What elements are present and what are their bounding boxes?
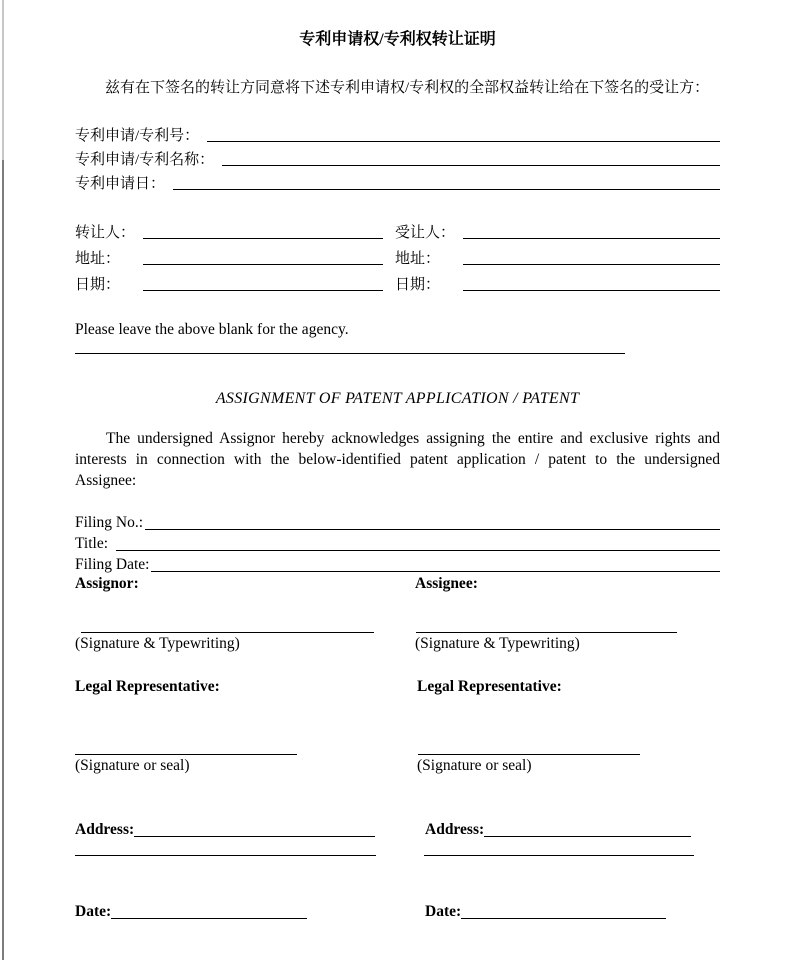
assignor-date-field bbox=[75, 268, 383, 294]
chinese-patent-fields bbox=[75, 121, 720, 193]
patent-filing-date-label: 专利申请日： bbox=[75, 176, 166, 192]
assignor-address-zh-label: 地址： bbox=[75, 251, 121, 267]
assignee-name-blank[interactable] bbox=[463, 238, 720, 239]
legal-representative-row bbox=[75, 678, 720, 699]
assignor-seal-cell bbox=[75, 754, 415, 755]
assignee-name-field bbox=[395, 216, 720, 242]
assignee-seal-blank[interactable] bbox=[418, 754, 640, 755]
assignor-address-continuation-blank[interactable] bbox=[75, 855, 376, 856]
scan-edge-line bbox=[2, 0, 4, 960]
patent-title-blank[interactable] bbox=[222, 165, 720, 166]
assignee-seal-cell bbox=[415, 754, 720, 755]
assignee-signature-cell bbox=[415, 632, 720, 633]
column-gap bbox=[383, 242, 395, 268]
assignee-address-field bbox=[395, 242, 720, 268]
assignee-signature-caption: (Signature & Typewriting) bbox=[415, 635, 580, 652]
patent-filing-date-blank[interactable] bbox=[173, 189, 720, 190]
assignor-seal-blank[interactable] bbox=[75, 754, 297, 755]
patent-title-field bbox=[75, 145, 720, 169]
chinese-title: 专利申请权/专利权转让证明 bbox=[299, 31, 496, 48]
assignee-seal-caption: (Signature or seal) bbox=[417, 757, 532, 774]
assignee-address-en-blank[interactable] bbox=[484, 836, 691, 837]
assignor-address-cell bbox=[75, 818, 415, 839]
assignee-legal-rep-label: Legal Representative: bbox=[417, 678, 562, 695]
assignee-address-cont-cell bbox=[415, 855, 720, 856]
assignee-date-field bbox=[395, 268, 720, 294]
title-label: Title: bbox=[75, 535, 109, 552]
seal-captions-row bbox=[75, 757, 720, 777]
assignor-seal-caption: (Signature or seal) bbox=[75, 757, 190, 774]
assignee-zh-label: 受让人： bbox=[395, 225, 456, 241]
assignor-address-cont-cell bbox=[75, 855, 415, 856]
filing-date-field bbox=[75, 553, 720, 574]
filing-date-blank[interactable] bbox=[151, 571, 720, 572]
assignor-legal-rep-label: Legal Representative: bbox=[75, 678, 220, 695]
column-gap bbox=[383, 268, 395, 294]
parties-date-row bbox=[75, 268, 720, 294]
column-gap bbox=[383, 216, 395, 242]
assignee-date-zh-label: 日期： bbox=[395, 277, 441, 293]
parties-address-row bbox=[75, 242, 720, 268]
english-patent-fields bbox=[75, 511, 720, 574]
assignee-address-cell bbox=[415, 818, 720, 839]
assignor-signature-cell bbox=[75, 632, 415, 633]
date-row bbox=[75, 900, 720, 921]
assignor-en-label: Assignor: bbox=[75, 575, 139, 592]
patent-number-label: 专利申请/专利号： bbox=[75, 128, 200, 144]
assignee-address-blank[interactable] bbox=[463, 264, 720, 265]
patent-number-blank[interactable] bbox=[207, 141, 720, 142]
assignor-address-blank[interactable] bbox=[143, 264, 383, 265]
assignor-address-en-label: Address: bbox=[75, 821, 135, 838]
parties-name-row bbox=[75, 216, 720, 242]
assignor-date-cell bbox=[75, 900, 415, 921]
signature-lines-row bbox=[75, 632, 720, 633]
assignee-date-cell bbox=[415, 900, 720, 921]
address-row bbox=[75, 818, 720, 839]
assignor-date-zh-label: 日期： bbox=[75, 277, 121, 293]
assignee-date-en-blank[interactable] bbox=[461, 918, 666, 919]
seal-lines-row bbox=[75, 754, 720, 755]
filing-no-field bbox=[75, 511, 720, 532]
assignee-date-en-label: Date: bbox=[425, 903, 462, 920]
filing-date-label: Filing Date: bbox=[75, 556, 150, 573]
section-divider-line bbox=[75, 353, 625, 354]
english-parties-section bbox=[75, 575, 720, 921]
agency-note: Please leave the above blank for the agency. bbox=[75, 321, 349, 338]
assignor-date-en-label: Date: bbox=[75, 903, 112, 920]
assignee-date-blank[interactable] bbox=[463, 290, 720, 291]
assignor-name-field bbox=[75, 216, 383, 242]
title-blank[interactable] bbox=[116, 550, 720, 551]
english-heading: ASSIGNMENT OF PATENT APPLICATION / PATENT bbox=[215, 390, 580, 407]
patent-number-field bbox=[75, 121, 720, 145]
title-field bbox=[75, 532, 720, 553]
assignee-address-en-label: Address: bbox=[425, 821, 485, 838]
filing-no-blank[interactable] bbox=[145, 529, 720, 530]
signature-captions-row bbox=[75, 635, 720, 655]
assignor-signature-caption: (Signature & Typewriting) bbox=[75, 635, 240, 652]
filing-no-label: Filing No.: bbox=[75, 514, 144, 531]
english-intro-paragraph: The undersigned Assignor hereby acknowledges assigning the entire and exclusive rights and interests in connection with the below-identified patent application / patent to the undersigned Assignee: bbox=[75, 430, 720, 489]
assignee-signature-blank[interactable] bbox=[416, 632, 677, 633]
patent-filing-date-field bbox=[75, 169, 720, 193]
assignor-date-blank[interactable] bbox=[143, 290, 383, 291]
assignor-signature-blank[interactable] bbox=[81, 632, 374, 633]
assignor-date-en-blank[interactable] bbox=[111, 918, 307, 919]
address-continuation-row bbox=[75, 855, 720, 856]
patent-title-label: 专利申请/专利名称： bbox=[75, 152, 215, 168]
assignor-name-blank[interactable] bbox=[143, 238, 383, 239]
assignee-en-label: Assignee: bbox=[415, 575, 478, 592]
chinese-parties-section bbox=[75, 216, 720, 294]
assignor-zh-label: 转让人： bbox=[75, 225, 136, 241]
assignee-address-continuation-blank[interactable] bbox=[424, 855, 694, 856]
assignor-assignee-labels-row bbox=[75, 575, 720, 596]
chinese-intro-paragraph: 兹有在下签名的转让方同意将下述专利申请权/专利权的全部权益转让给在下签名的受让方： bbox=[105, 80, 710, 96]
assignor-address-field bbox=[75, 242, 383, 268]
assignee-address-zh-label: 地址： bbox=[395, 251, 441, 267]
assignor-address-en-blank[interactable] bbox=[134, 836, 375, 837]
